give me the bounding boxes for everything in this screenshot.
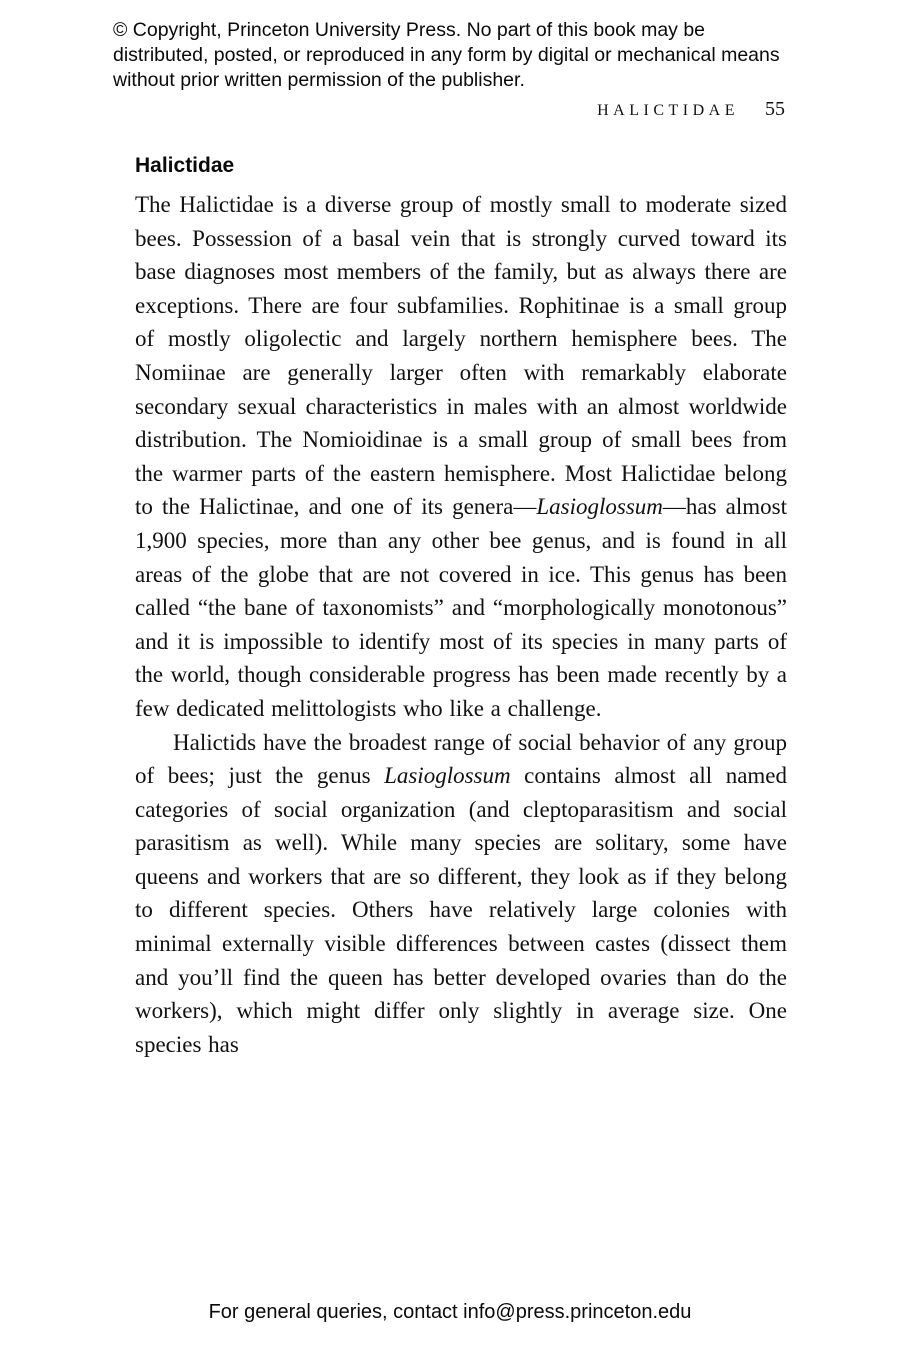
italic-genus-name: Lasioglossum	[384, 763, 511, 789]
body-run: contains almost all named categories of social organization (and cleptoparasitism and social parasitism as well). While many species are solitary, some have queens and workers that are so different, they look as if they belong to different species. Others have relatively large colonies with minimal externally visible differences between castes (dissect them and you’ll find the queen has better developed ovaries than do the workers), which might differ only slightly in average size. One species has	[135, 763, 788, 1057]
body-block	[135, 152, 787, 1061]
body-run: The Halictidae is a diverse group of mostly small to moderate sized bees. Possession of a basal vein that is strongly curved toward its base diagnoses most members of the family, but as always there are exceptions. There are four subfamilies. Rophitinae is a small group of mostly oligolectic and largely northern hemisphere bees. The Nomiinae are generally larger often with remarkably elaborate secondary sexual characteristics in males with an almost worldwide distribution. The Nomioidinae is a small group of small bees from the warmer parts of the eastern hemisphere. Most Halictidae belong to the Halictinae, and one of its genera—	[135, 192, 787, 520]
running-header-title: HALICTIDAE	[597, 102, 739, 119]
section-heading: Halictidae	[135, 154, 235, 177]
body-run: —has almost 1,900 species, more than any other bee genus, and is found in all areas of the globe that are not covered in ice. This genus has been called “the bane of taxonomists” and “morphologically monotonous” and it is impossible to identify most of its species in many parts of the world, though considerable progress has been made recently by a few dedicated melittologists who like a challenge.	[135, 494, 787, 721]
running-header	[597, 98, 785, 121]
body-run: Halictids have the broadest range of social behavior of any group of bees; just the genus	[135, 729, 787, 789]
copyright-notice: © Copyright, Princeton University Press. No part of this book may be distributed, posted, or reproduced in any form by digital or mechanical means without prior written permission of the publisher.	[113, 19, 780, 91]
italic-genus-name: Lasioglossum	[536, 494, 663, 520]
page-number: 55	[765, 98, 785, 120]
footer-contact: For general queries, contact info@press.princeton.edu	[208, 1301, 692, 1323]
body-text	[135, 188, 787, 1061]
paragraph	[135, 726, 787, 1062]
paragraph	[135, 188, 787, 726]
